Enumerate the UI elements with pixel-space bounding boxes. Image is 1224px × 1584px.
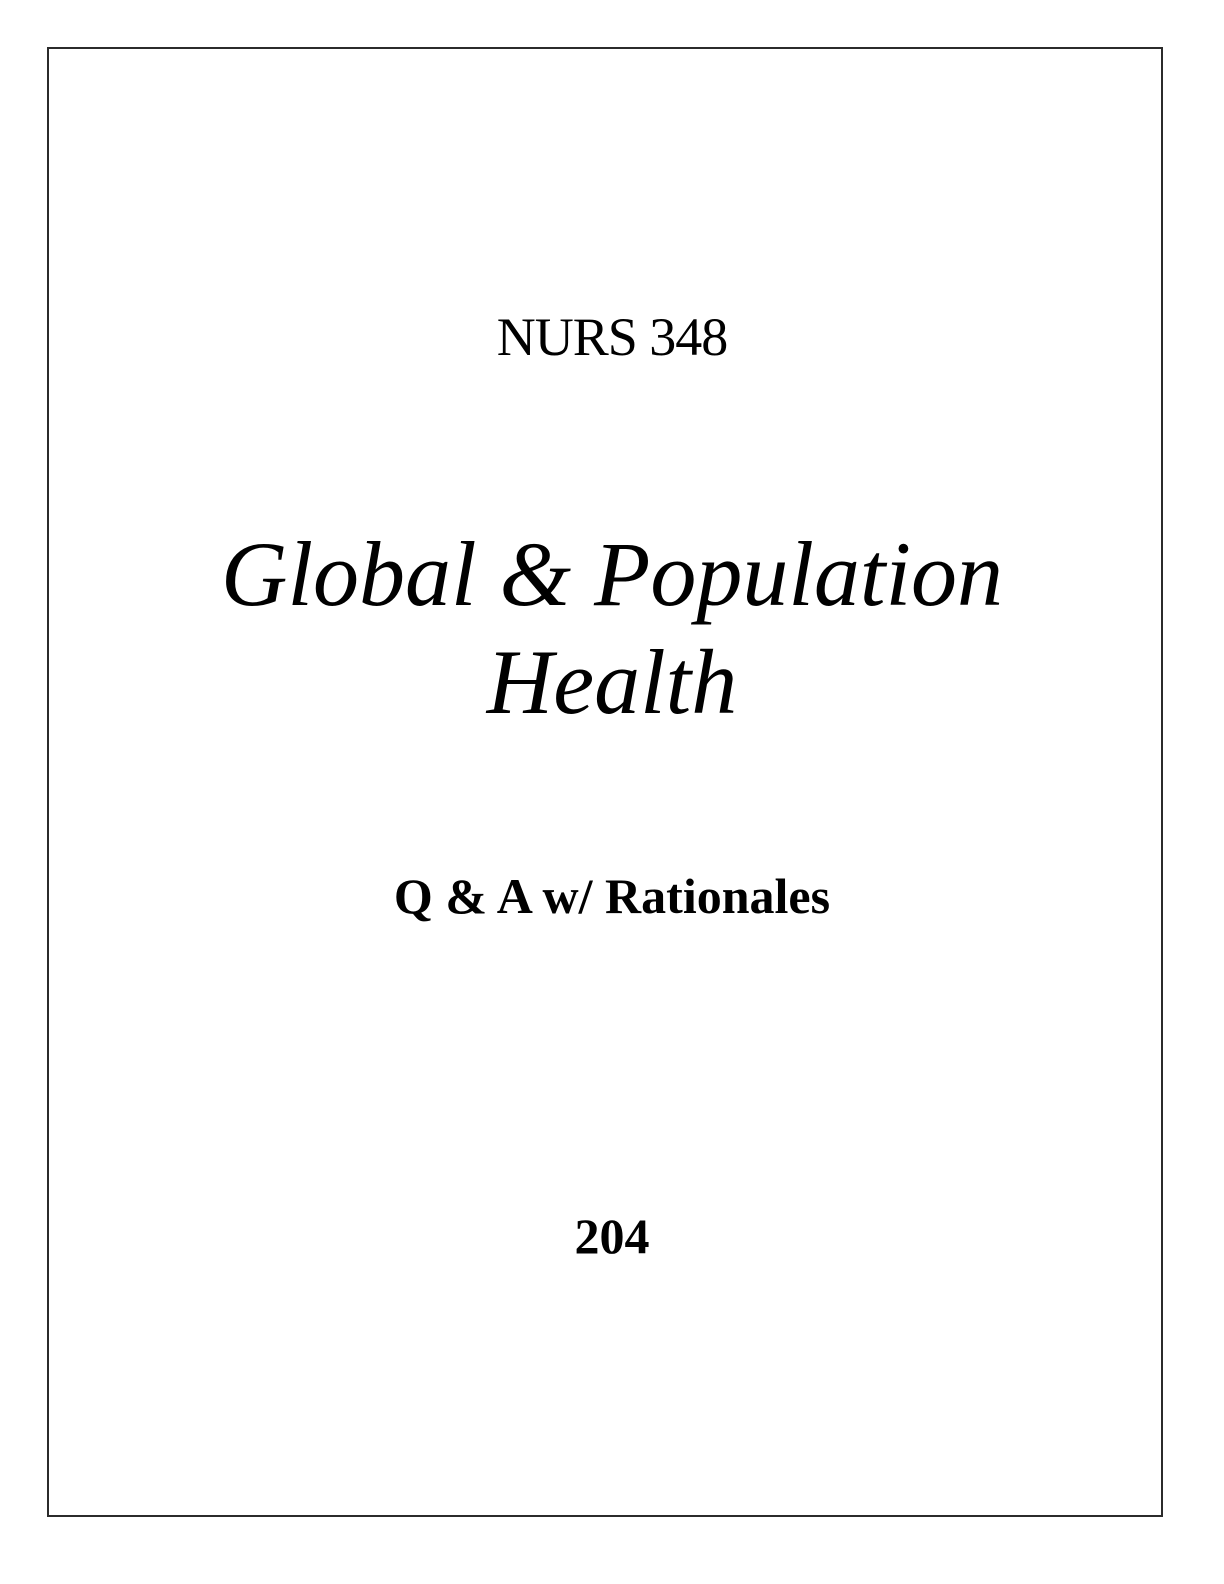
- title-line-1: Global & Population: [221, 523, 1003, 625]
- title-line-2: Health: [486, 631, 738, 733]
- document-subtitle: Q & A w/ Rationales: [393, 868, 831, 924]
- document-number: 204: [574, 1208, 650, 1264]
- page-border: [47, 47, 1163, 1517]
- course-code: NURS 348: [496, 307, 728, 367]
- document-title: [0, 520, 1224, 736]
